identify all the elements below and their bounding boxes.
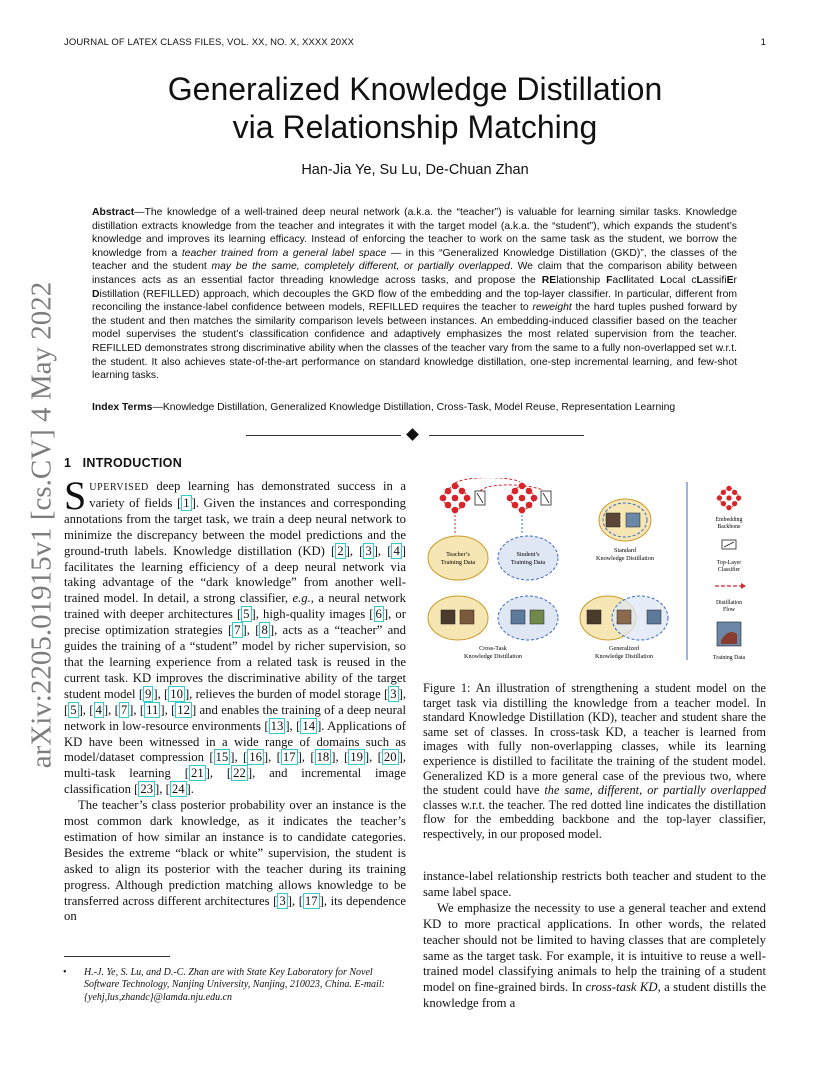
citation-link[interactable]: 4 [95,702,102,717]
body-text: , multi-task learning [64,750,406,781]
index-terms-label: Index Terms [92,402,153,413]
citation-link[interactable]: 1 [183,495,190,510]
crosstask-teacher-ellipse [428,596,488,640]
citation-link[interactable]: 21 [190,766,204,781]
citation-link[interactable]: 7 [234,623,241,638]
acronym-letter: RE [541,274,557,286]
body-text: We emphasize the necessity to use a general teacher and extend KD to more practical applications. In other words, the related teacher should not be limited to having classes that are completely same as the target task. For example, it is intuitive to reuse a well-trained model classifying animals to help the training of a student model on fine-grained birds. In [423,900,766,995]
acronym-letter: E [726,274,734,286]
citation-link[interactable]: 24 [171,782,185,797]
dropcap: S [64,473,87,518]
right-column [423,869,766,1012]
citation-link[interactable]: 3 [390,686,397,701]
citation-link[interactable]: 6 [375,607,382,622]
figure-1-diagram [425,478,765,668]
abstract-text: lationship [556,274,607,286]
body-text: , acts as a “teacher” and guides the training of a “student” model by richer supervision, so that the learning experience from a related task is reused in the current task. KD improves the discriminative ability of the target student model [64,623,406,701]
crosstask-student-ellipse [498,596,558,640]
abstract-text: assifi [702,274,727,286]
classifier-flow-arrow [480,485,543,491]
animal-image-icon [606,513,620,527]
standard-kd-label: Standard [614,547,636,554]
body-text: and enables the training of a deep neural network in low-resource environments [64,702,406,733]
citation-link[interactable]: 5 [243,607,250,622]
figure-caption [423,681,766,842]
section-number: 1 [64,456,72,470]
abstract-text: litated [626,274,660,286]
body-text: , a neural network trained with deeper architectures [64,591,406,622]
body-text: , and incremental image classification [64,766,406,797]
acronym-letter: L [659,274,667,286]
abstract-emphasis: may be the same, completely different, or partially overlapped [211,261,510,273]
caption-text: An illustration of strengthening a student model on the target task via distilling the knowledge from a teacher model. In standard Knowledge Distillation (KD), teacher and student share the same set of classes. In cross-task KD, a teacher is learned from images with fully non-overlapping classes, while its learning experience is distilled to facilitate the training of the student model. Generalized KD is a more general case of the previous two, where the student could have [423,681,766,798]
citation-link[interactable]: 3 [365,543,372,558]
bird-image-icon [530,610,544,624]
body-text: , its dependence on [64,893,406,924]
citation-link[interactable]: 19 [350,750,363,765]
generalized-kd-label: Generalized [609,645,639,652]
bird-image-icon [626,513,640,527]
page-number: 1 [760,37,766,48]
abstract-text: . We claim that the comparison ability between instances acts as an essential factor threading knowledge across tasks, and propose the [92,261,738,286]
journal-name: JOURNAL OF LATEX CLASS FILES, VOL. XX, NO. X, XXXX 20XX [64,37,355,48]
body-text: . Applications of KD have been witnessed in a wide range of domains such as model/dataset compression [64,718,407,765]
citation-link[interactable]: 17 [282,750,296,765]
footnote [64,967,406,1004]
crosstask-kd-label: Cross-Task [479,645,507,652]
teacher-data-label: Training Data [440,559,476,566]
student-backbone-icon [507,483,537,513]
acronym-letter: F [606,274,613,286]
citation-link[interactable]: 12 [177,702,190,717]
divider-diamond-icon [406,428,419,441]
abstract-text: —The knowledge of a well-trained deep neural network (a.k.a. the “teacher”) is valuable for learning similar tasks. Knowledge distillation extracts knowledge from the teacher and integrates it with the target model (a.k.a. the “student”), which expands the student’s knowledge and improves its learning efficacy. Instead of enforcing the teacher to work on the same task as the student, we borrow the knowledge from a [92,207,737,259]
body-text: , high-quality images [255,607,370,622]
abstract-text: — in this “Generalized Knowledge Distillation (GKD)”, the classes of the teacher and the student [92,247,738,273]
student-data-label: Training Data [510,559,546,566]
intro-paragraph-1: SUPERVISED deep learning has demonstrated success in a variety of fields [ 1 ]. Given the instances and corresponding annotations from the target task, we train a deep neural network to minimize the discrepancy between the model predictions and the ground-truth labels. Knowledge distillation (KD) [ 2 ], [ 3 ], [ 4 ] facilitates the learning efficiency of a deep neural network via taking advantage of the “dark knowledge” from another well-trained model. In detail, a strong classifier, e.g., a neural network trained with deeper architectures [ 5 ], high-quality images [ 6 ], or precise optimization strategies [ 7 ], [ 8 ], acts as a “teacher” and guides the training of a “student” model by richer supervision, so that the learning experience from a related task is reused in the current task. KD improves the discriminative ability of the target student model [ 9 ], [ 10 ], relieves the burden of model storage [ 3 ], [ 5 ], [ 4 ], [ 7 ], [ 11 ], [ 12 ] and enables the training of a deep neural network in low-resource environments [ 13 ], [ 14 ]. Applications of KD have been witnessed in a wide range of domains such as model/dataset compression [ 15 ], [ 16 ], [ 17 ], [ 18 ], [ 19 ], [ 20 ], multi-task learning [ 21 ], [ 22 ], and incremental image classification [ 23 ], [ 24 ]. [64,473,407,797]
animal-image-icon [460,610,474,624]
section-divider [246,429,584,441]
body-text: , a student distills the knowledge from a [423,980,766,1011]
abstract-emphasis: reweight [532,302,572,314]
abstract-emphasis: teacher trained from a general label space [181,247,387,259]
student-data-ellipse [498,536,558,580]
caption-text: classes w.r.t. the teacher. The red dotted line indicates the distillation flow for the embedding backbone and the top-layer classifier, respectively, in our proposed model. [423,797,766,841]
animal-image-icon [441,610,455,624]
lead-word: UPERVISED [89,482,149,493]
animal-image-icon [617,610,631,624]
citation-link[interactable]: 2 [337,543,344,558]
legend-classifier-label: Classifier [717,567,741,573]
body-text: The teacher’s class posterior probability over an instance is the most common dark knowledge, as it indicates the teacher’s estimation of how similar an instance is to candidate categories. Besides the extreme “black or white” supervision, the student is asked to align its posterior with the teacher during its training progress. Although prediction matching allows knowledge to be transferred across different architectures [64,798,406,908]
abstract [92,206,737,383]
divider-line-left [246,435,401,436]
citation-link[interactable]: 18 [316,750,330,765]
intro-paragraph-2: The teacher’s class posterior probability over an instance is the most common dark knowledge, as it indicates the teacher’s estimation of how similar an instance is to candidate categories. Besides the extreme “black or white” supervision, the student is asked to align its posterior with the teacher during its training progress. Although prediction matching allows knowledge to be transferred across different architectures [ 3 ], [ 17 ], its dependence on [64,798,406,924]
footnote-text: H.-J. Ye, S. Lu, and D.-C. Zhan are with State Key Laboratory for Novel Software Technology, Nanjing University, Nanjing, 210023, China. E-mail: {yehj,lus,zhandc}@lamda.nju.edu.cn [84,967,385,1003]
citation-link[interactable]: 15 [215,750,229,765]
animal-image-icon [587,610,601,624]
citation-link[interactable]: 4 [393,543,400,558]
body-text: . [190,782,194,797]
divider-line-right [429,435,584,436]
body-text: deep learning has demonstrated success in a variety of fields [89,479,406,510]
bird-image-icon [647,610,661,624]
section-title: INTRODUCTION [82,456,183,470]
legend-flow-label: Flow [723,607,735,613]
citation-link[interactable]: 11 [146,702,159,717]
title-line-2: via Relationship Matching [232,109,598,145]
teacher-data-label: Teacher’s [446,551,470,558]
title-line-1: Generalized Knowledge Distillation [167,71,663,107]
section-heading [64,456,182,470]
right-paragraph-1: instance-label relationship restricts both teacher and student to the same label space. [423,869,766,899]
legend-classifier-label: Top-Layer [716,560,742,566]
paper-title [64,70,766,146]
acronym-letter: I [623,274,627,286]
citation-link[interactable]: 16 [249,750,262,765]
body-text: . Given the instances and corresponding annotations from the target task, we train a deep neural network to minimize the discrepancy between the model predictions and the ground-truth labels. Knowledge distillation (KD) [64,495,406,558]
citation-link[interactable]: 17 [304,893,318,908]
bird-image-icon [511,610,525,624]
citation-link[interactable]: 10 [170,686,183,701]
arxiv-identifier: arXiv:2205.01915v1 [cs.CV] 4 May 2022 [25,281,58,769]
legend-flow-arrowhead [741,583,746,589]
body-text: , relieves the burden of model storage [189,686,385,701]
citation-link[interactable]: 14 [302,718,316,733]
abstract-text: r [733,274,737,286]
generalized-kd-label: Knowledge Distillation [595,653,653,660]
citation-link[interactable]: 7 [120,702,128,717]
left-column [64,473,407,925]
legend-backbone-label: Backbone [717,524,741,530]
arxiv-stamp [22,281,62,769]
legend-backbone-icon [717,486,741,510]
citation-link[interactable]: 13 [270,718,284,733]
student-data-label: Student’s [516,551,540,558]
body-text: facilitates the learning efficiency of a deep neural network via taking advantage of the “dark knowledge” from another well-trained model. In detail, a strong classifier, [64,559,406,606]
teacher-data-ellipse [428,536,488,580]
abstract-text: the hard tuples pushed forward by the student and then matches the similarity comparison levels between instances. An embedding-induced classifier based on the teacher model supervises the student’s classification confidence and adaptively emphasizes the most related supervision from the teacher. REFILLED demonstrates strong discriminative ability when the classes of the teacher vary from the same to a fully non-overlapped set w.r.t. the student. It also achieves state-of-the-art performance on standard knowledge distillation, one-step incremental learning, and few-shot learning tasks. [92,302,737,382]
citation-link[interactable]: 22 [233,766,246,781]
teacher-backbone-icon [440,483,470,513]
legend-flow-label: Distillation [715,600,743,606]
crosstask-kd-label: Knowledge Distillation [464,653,522,660]
right-paragraph-2 [423,901,766,1012]
acronym-letter: L [696,274,703,286]
citation-link[interactable]: 20 [383,750,397,765]
backbone-flow-arrow [455,478,520,483]
legend-backbone-label: Embedding [715,517,743,523]
abstract-text: ac [612,274,624,286]
footnote-bullet: • [63,967,67,978]
abstract-text: istillation (REFILLED) approach, which decouples the GKD flow of the embedding and the top-layer classifier. In particular, different from reconciling the instance-label confidence between models, REFILLED requires the teacher to [92,288,737,314]
citation-link[interactable]: 23 [140,782,154,797]
citation-link[interactable]: 3 [279,893,286,908]
legend-data-label: Training Data [712,655,746,661]
index-terms [92,402,737,413]
abstract-label: Abstract [92,207,135,218]
acronym-letter: D [92,288,100,300]
abstract-text: ocal c [666,274,697,286]
citation-link[interactable]: 9 [145,686,152,701]
body-emphasis: e.g. [292,591,311,606]
index-terms-text: —Knowledge Distillation, Generalized Knowledge Distillation, Cross-Task, Model Reuse, Representation Learning [152,402,676,413]
running-header [64,37,766,48]
caption-label: Figure 1: [423,681,471,695]
body-text: , or precise optimization strategies [64,607,406,638]
author-list: Han-Jia Ye, Su Lu, De-Chuan Zhan [301,162,529,178]
body-emphasis: cross-task KD [585,980,658,995]
footnote-rule [64,956,170,957]
caption-emphasis: the same, different, or partially overlapped [544,783,766,798]
citation-link[interactable]: 8 [261,623,268,638]
citation-link[interactable]: 5 [70,702,77,717]
standard-kd-label: Knowledge Distillation [596,555,654,562]
